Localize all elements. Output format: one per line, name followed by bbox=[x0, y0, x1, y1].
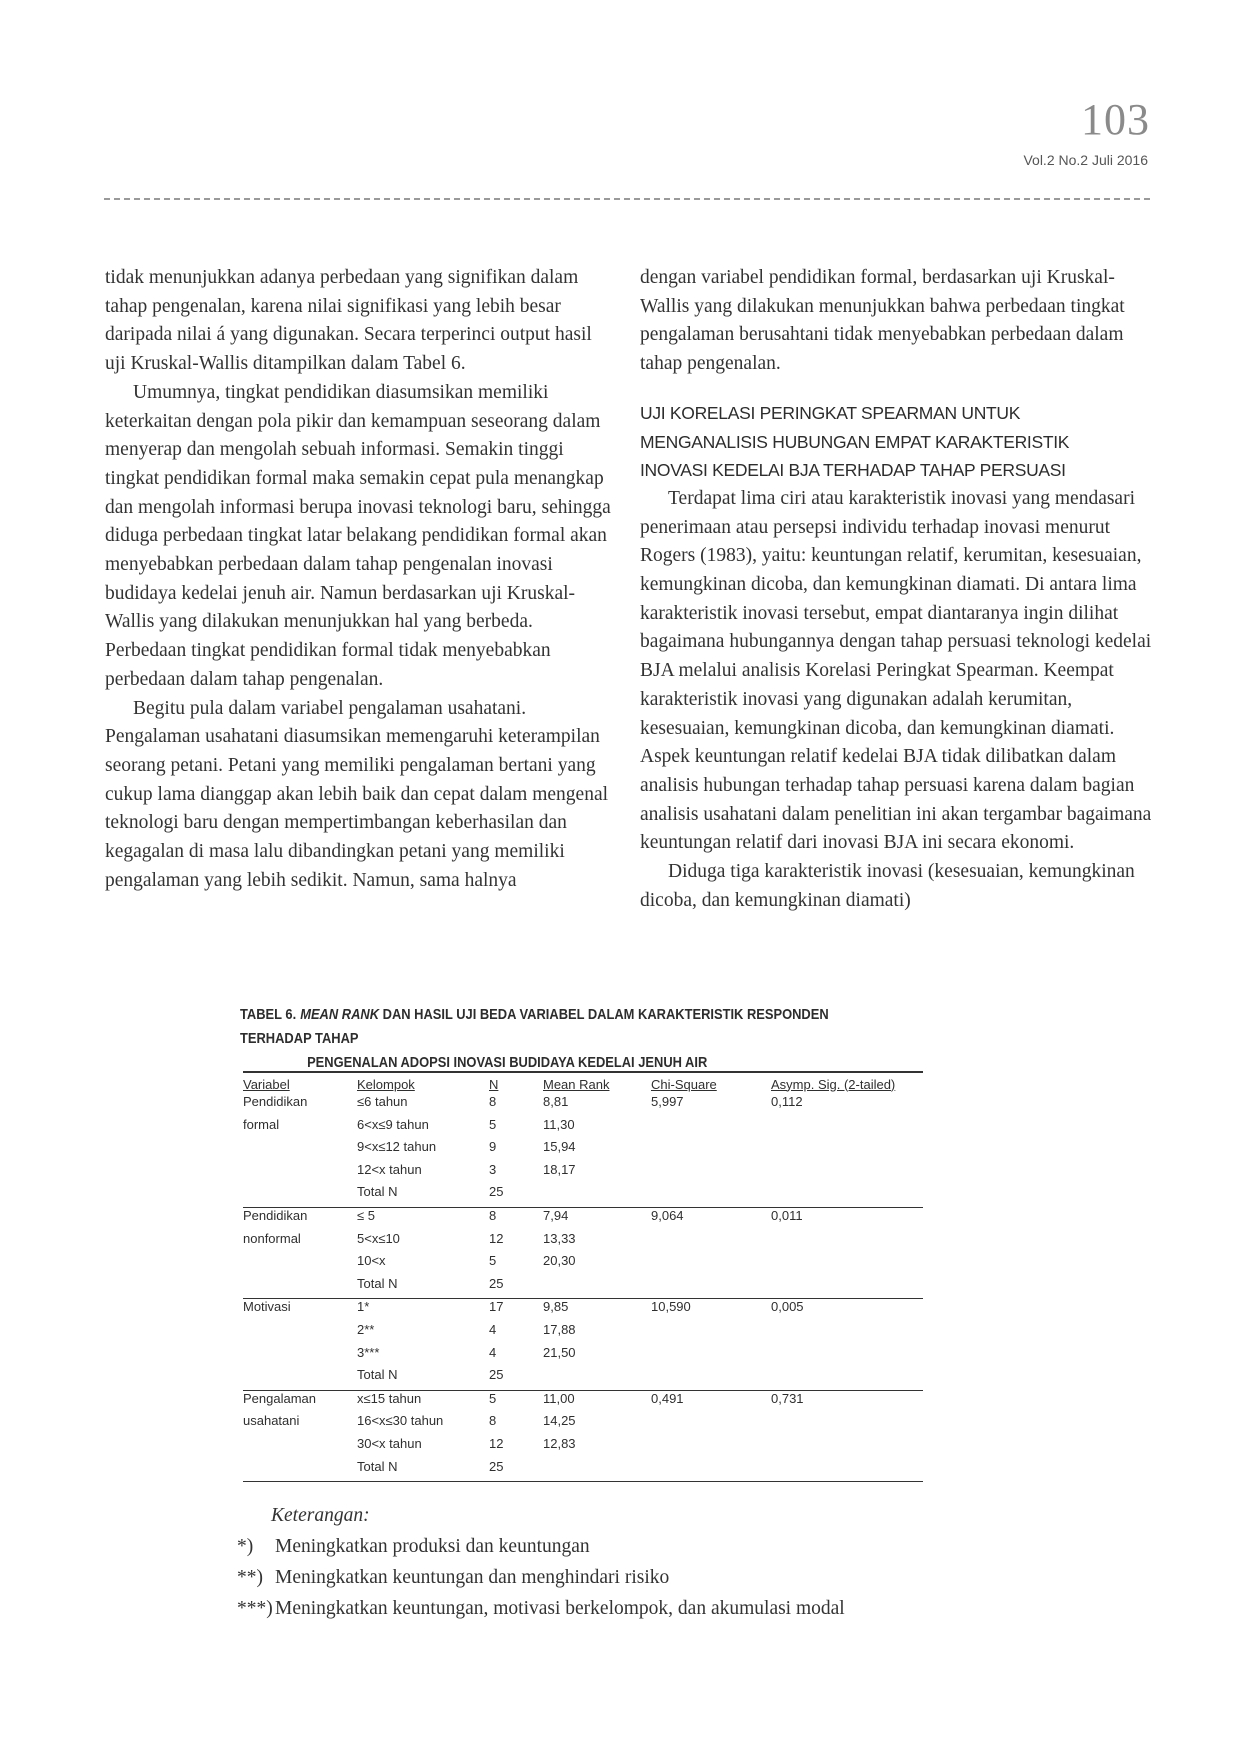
right-column bbox=[640, 264, 1155, 915]
table-row bbox=[243, 1436, 923, 1459]
cell-chi-square: 10,590 bbox=[651, 1299, 691, 1315]
cell-kelompok: 12<x tahun bbox=[357, 1161, 422, 1177]
cell-kelompok: ≤6 tahun bbox=[357, 1094, 408, 1109]
cell-asymp-sig: 0,731 bbox=[771, 1390, 804, 1406]
cell-variabel bbox=[243, 1253, 357, 1276]
table-row bbox=[243, 1276, 923, 1299]
caption-text: DAN HASIL UJI BEDA VARIABEL DALAM KARAKTERISTIK RESPONDEN TERHADAP TAHAP bbox=[240, 1006, 829, 1047]
cell-kelompok: 10<x bbox=[357, 1253, 386, 1269]
cell-variabel bbox=[243, 1322, 357, 1345]
results-table bbox=[243, 1071, 923, 1482]
section-heading-line: INOVASI KEDELAI BJA TERHADAP TAHAP PERSUASI bbox=[640, 460, 1066, 481]
cell-n: 12 bbox=[489, 1230, 504, 1246]
notes-title: Keterangan: bbox=[271, 1505, 370, 1526]
table-row bbox=[243, 1094, 923, 1117]
cell-kelompok: Total N bbox=[357, 1367, 489, 1390]
cell-variabel: Pengalaman bbox=[243, 1390, 316, 1406]
cell-kelompok: 1* bbox=[357, 1299, 370, 1315]
cell-chi-square bbox=[651, 1184, 771, 1207]
table-row bbox=[243, 1459, 923, 1482]
cell-kelompok: 9<x≤12 tahun bbox=[357, 1139, 437, 1155]
note-text: Meningkatkan keuntungan dan menghindari risiko bbox=[275, 1567, 670, 1588]
cell-asymp-sig bbox=[771, 1139, 923, 1162]
table-row bbox=[243, 1345, 923, 1368]
cell-asymp-sig: 0,005 bbox=[771, 1299, 804, 1315]
table-caption bbox=[240, 1003, 894, 1075]
cell-n: 4 bbox=[489, 1321, 497, 1337]
cell-n: 9 bbox=[489, 1139, 497, 1155]
left-column bbox=[105, 264, 615, 895]
table-row bbox=[243, 1117, 923, 1140]
cell-chi-square bbox=[651, 1276, 771, 1299]
section-heading bbox=[640, 399, 1155, 485]
section-heading-line: UJI KORELASI PERINGKAT SPEARMAN UNTUK bbox=[640, 402, 1021, 423]
cell-mean-rank: 9,85 bbox=[543, 1299, 569, 1315]
note-mark: *) bbox=[237, 1536, 254, 1557]
cell-asymp-sig bbox=[771, 1253, 923, 1276]
column-header: Mean Rank bbox=[543, 1072, 651, 1094]
cell-chi-square bbox=[651, 1345, 771, 1368]
cell-chi-square bbox=[651, 1459, 771, 1482]
cell-mean-rank bbox=[543, 1276, 651, 1299]
cell-kelompok: 3*** bbox=[357, 1344, 380, 1360]
cell-mean-rank: 12,83 bbox=[543, 1435, 576, 1451]
table-row bbox=[243, 1231, 923, 1254]
cell-variabel bbox=[243, 1345, 357, 1368]
cell-kelompok: ≤ 5 bbox=[357, 1207, 375, 1223]
cell-kelompok: Total N bbox=[357, 1276, 489, 1299]
cell-chi-square bbox=[651, 1253, 771, 1276]
cell-asymp-sig bbox=[771, 1117, 923, 1140]
cell-mean-rank: 21,50 bbox=[543, 1344, 576, 1360]
cell-asymp-sig bbox=[771, 1345, 923, 1368]
cell-chi-square: 0,491 bbox=[651, 1390, 684, 1406]
cell-asymp-sig bbox=[771, 1231, 923, 1254]
table-row bbox=[243, 1253, 923, 1276]
cell-variabel bbox=[243, 1162, 357, 1185]
paragraph: Terdapat lima ciri atau karakteristik inovasi yang mendasari penerimaan atau persepsi individu terhadap inovasi menurut Rogers (1983), yaitu: keuntungan relatif, kerumitan, kesesuaian, kemungkinan dicoba, dan kemungkinan diamati. Di antara lima karakteristik inovasi tersebut, empat diantaranya ingin dilihat bagaimana hubungannya dengan tahap persuasi teknologi kedelai BJA melalui analisis Korelasi Peringkat Spearman. Keempat karakteristik inovasi yang digunakan adalah kerumitan, kesesuaian, kemungkinan dicoba, dan kemungkinan diamati. Aspek keuntungan relatif kedelai BJA tidak dilibatkan dalam analisis hubungan terhadap tahap persuasi karena dalam bagian analisis usahatani dalam penelitian ini akan tergambar bagaimana keuntungan relatif dari inovasi BJA ini secara ekonomi. bbox=[640, 487, 1152, 854]
column-header: Chi-Square bbox=[651, 1072, 771, 1094]
section-heading-line: MENGANALISIS HUBUNGAN EMPAT KARAKTERISTIK bbox=[640, 431, 1070, 452]
cell-mean-rank bbox=[543, 1184, 651, 1207]
cell-n: 8 bbox=[489, 1413, 497, 1429]
cell-mean-rank: 11,30 bbox=[543, 1116, 575, 1132]
cell-mean-rank: 20,30 bbox=[543, 1253, 576, 1269]
cell-variabel bbox=[243, 1459, 357, 1482]
cell-mean-rank: 18,17 bbox=[543, 1161, 576, 1177]
note-text: Meningkatkan keuntungan, motivasi berkelompok, dan akumulasi modal bbox=[275, 1598, 845, 1619]
cell-mean-rank: 13,33 bbox=[543, 1230, 576, 1246]
cell-variabel bbox=[243, 1436, 357, 1459]
cell-n: 5 bbox=[489, 1116, 497, 1132]
cell-chi-square bbox=[651, 1322, 771, 1345]
cell-n: 4 bbox=[489, 1344, 497, 1360]
cell-chi-square bbox=[651, 1231, 771, 1254]
column-header: Asymp. Sig. (2-tailed) bbox=[771, 1072, 923, 1094]
cell-chi-square: 9,064 bbox=[651, 1207, 684, 1223]
caption-line-1 bbox=[240, 1003, 894, 1051]
column-header: Variabel bbox=[243, 1072, 357, 1094]
table-row bbox=[243, 1162, 923, 1185]
cell-n: 25 bbox=[489, 1367, 543, 1390]
cell-variabel: nonformal bbox=[243, 1230, 301, 1246]
table-row bbox=[243, 1367, 923, 1390]
cell-variabel bbox=[243, 1184, 357, 1207]
cell-mean-rank: 7,94 bbox=[543, 1207, 569, 1223]
cell-mean-rank bbox=[543, 1367, 651, 1390]
cell-mean-rank: 17,88 bbox=[543, 1321, 576, 1337]
table-row bbox=[243, 1299, 923, 1322]
cell-n: 25 bbox=[489, 1184, 543, 1207]
cell-mean-rank: 14,25 bbox=[543, 1413, 576, 1429]
table-row bbox=[243, 1139, 923, 1162]
cell-chi-square: 5,997 bbox=[651, 1094, 684, 1109]
cell-chi-square bbox=[651, 1436, 771, 1459]
cell-n: 8 bbox=[489, 1207, 497, 1223]
cell-kelompok: 2** bbox=[357, 1321, 375, 1337]
cell-mean-rank: 15,94 bbox=[543, 1139, 576, 1155]
cell-chi-square bbox=[651, 1162, 771, 1185]
note-item bbox=[237, 1562, 845, 1593]
cell-variabel: Pendidikan bbox=[243, 1094, 308, 1109]
cell-kelompok: Total N bbox=[357, 1184, 489, 1207]
cell-variabel: formal bbox=[243, 1116, 280, 1132]
note-item bbox=[237, 1593, 845, 1624]
cell-mean-rank: 11,00 bbox=[543, 1390, 575, 1406]
cell-variabel bbox=[243, 1139, 357, 1162]
cell-n: 17 bbox=[489, 1299, 504, 1315]
table-header-row bbox=[243, 1072, 923, 1094]
cell-n: 5 bbox=[489, 1390, 497, 1406]
cell-n: 25 bbox=[489, 1276, 543, 1299]
note-item bbox=[237, 1531, 845, 1562]
cell-asymp-sig bbox=[771, 1413, 923, 1436]
cell-variabel bbox=[243, 1367, 357, 1390]
cell-kelompok: 6<x≤9 tahun bbox=[357, 1116, 429, 1132]
cell-variabel: usahatani bbox=[243, 1413, 300, 1429]
column-header: Kelompok bbox=[357, 1072, 489, 1094]
paragraph: dengan variabel pendidikan formal, berdasarkan uji Kruskal-Wallis yang dilakukan menunjukkan bahwa perbedaan tingkat pengalaman berusahtani tidak menyebabkan perbedaan dalam tahap pengenalan. bbox=[640, 267, 1125, 375]
caption-label: TABEL 6. bbox=[240, 1006, 297, 1023]
note-mark: ***) bbox=[237, 1598, 273, 1619]
cell-n: 25 bbox=[489, 1459, 543, 1482]
cell-kelompok: Total N bbox=[357, 1459, 489, 1482]
cell-chi-square bbox=[651, 1117, 771, 1140]
cell-asymp-sig bbox=[771, 1184, 923, 1207]
table-row bbox=[243, 1413, 923, 1436]
note-text: Meningkatkan produksi dan keuntungan bbox=[275, 1536, 590, 1557]
cell-chi-square bbox=[651, 1367, 771, 1390]
journal-info: Vol.2 No.2 Juli 2016 bbox=[1023, 152, 1148, 168]
paragraph: Umumnya, tingkat pendidikan diasumsikan memiliki keterkaitan dengan pola pikir dan kemampuan seseorang dalam menyerap dan mengolah sebuah informasi. Semakin tinggi tingkat pendidikan formal maka semakin cepat pula menangkap dan mengolah informasi berupa inovasi teknologi baru, sehingga diduga perbedaan tingkat latar belakang pendidikan formal akan menyebabkan perbedaan dalam tahap pengenalan inovasi budidaya kedelai jenuh air. Namun berdasarkan uji Kruskal-Wallis yang dilakukan menunjukkan hal yang berbeda. Perbedaan tingkat pendidikan formal tidak menyebabkan perbedaan dalam tahap pengenalan. bbox=[105, 381, 611, 690]
table-row bbox=[243, 1184, 923, 1207]
paragraph: Diduga tiga karakteristik inovasi (kesesuaian, kemungkinan dicoba, dan kemungkinan diamati) bbox=[640, 861, 1135, 911]
page-number: 103 bbox=[1081, 95, 1150, 144]
cell-asymp-sig bbox=[771, 1436, 923, 1459]
cell-asymp-sig: 0,112 bbox=[771, 1094, 803, 1109]
cell-kelompok: 5<x≤10 bbox=[357, 1230, 400, 1246]
table-notes bbox=[237, 1500, 845, 1624]
cell-asymp-sig bbox=[771, 1276, 923, 1299]
cell-chi-square bbox=[651, 1139, 771, 1162]
cell-n: 8 bbox=[489, 1094, 497, 1109]
cell-kelompok: 30<x tahun bbox=[357, 1435, 422, 1451]
cell-n: 3 bbox=[489, 1161, 497, 1177]
cell-variabel: Pendidikan bbox=[243, 1207, 308, 1223]
cell-chi-square bbox=[651, 1413, 771, 1436]
cell-n: 5 bbox=[489, 1253, 497, 1269]
caption-line-2: PENGENALAN ADOPSI INOVASI BUDIDAYA KEDELAI JENUH AIR bbox=[307, 1054, 708, 1071]
cell-variabel bbox=[243, 1276, 357, 1299]
table-row bbox=[243, 1207, 923, 1230]
cell-asymp-sig bbox=[771, 1459, 923, 1482]
cell-kelompok: x≤15 tahun bbox=[357, 1390, 422, 1406]
cell-n: 12 bbox=[489, 1435, 504, 1451]
table-body bbox=[243, 1094, 923, 1482]
cell-asymp-sig bbox=[771, 1162, 923, 1185]
cell-kelompok: 16<x≤30 tahun bbox=[357, 1413, 444, 1429]
paragraph: Begitu pula dalam variabel pengalaman usahatani. Pengalaman usahatani diasumsikan memengaruhi keterampilan seorang petani. Petani yang memiliki pengalaman bertani yang cukup lama dianggap akan lebih baik dan cepat dalam mengenal teknologi baru dengan mempertimbangan keberhasilan dan kegagalan di masa lalu dibandingkan petani yang memiliki pengalaman yang lebih sedikit. Namun, sama halnya bbox=[105, 697, 609, 891]
note-mark: **) bbox=[237, 1567, 263, 1588]
table-row bbox=[243, 1322, 923, 1345]
cell-variabel: Motivasi bbox=[243, 1299, 291, 1315]
table-row bbox=[243, 1390, 923, 1413]
cell-asymp-sig bbox=[771, 1322, 923, 1345]
paragraph: tidak menunjukkan adanya perbedaan yang signifikan dalam tahap pengenalan, karena nilai signifikasi yang lebih besar daripada nilai á yang digunakan. Secara terperinci output hasil uji Kruskal-Wallis ditampilkan dalam Tabel 6. bbox=[105, 267, 592, 375]
header-divider bbox=[104, 198, 1150, 200]
cell-asymp-sig bbox=[771, 1367, 923, 1390]
caption-italic: MEAN RANK bbox=[300, 1006, 380, 1023]
cell-mean-rank: 8,81 bbox=[543, 1094, 569, 1109]
column-header: N bbox=[489, 1072, 543, 1094]
cell-mean-rank bbox=[543, 1459, 651, 1482]
cell-asymp-sig: 0,011 bbox=[771, 1207, 803, 1223]
